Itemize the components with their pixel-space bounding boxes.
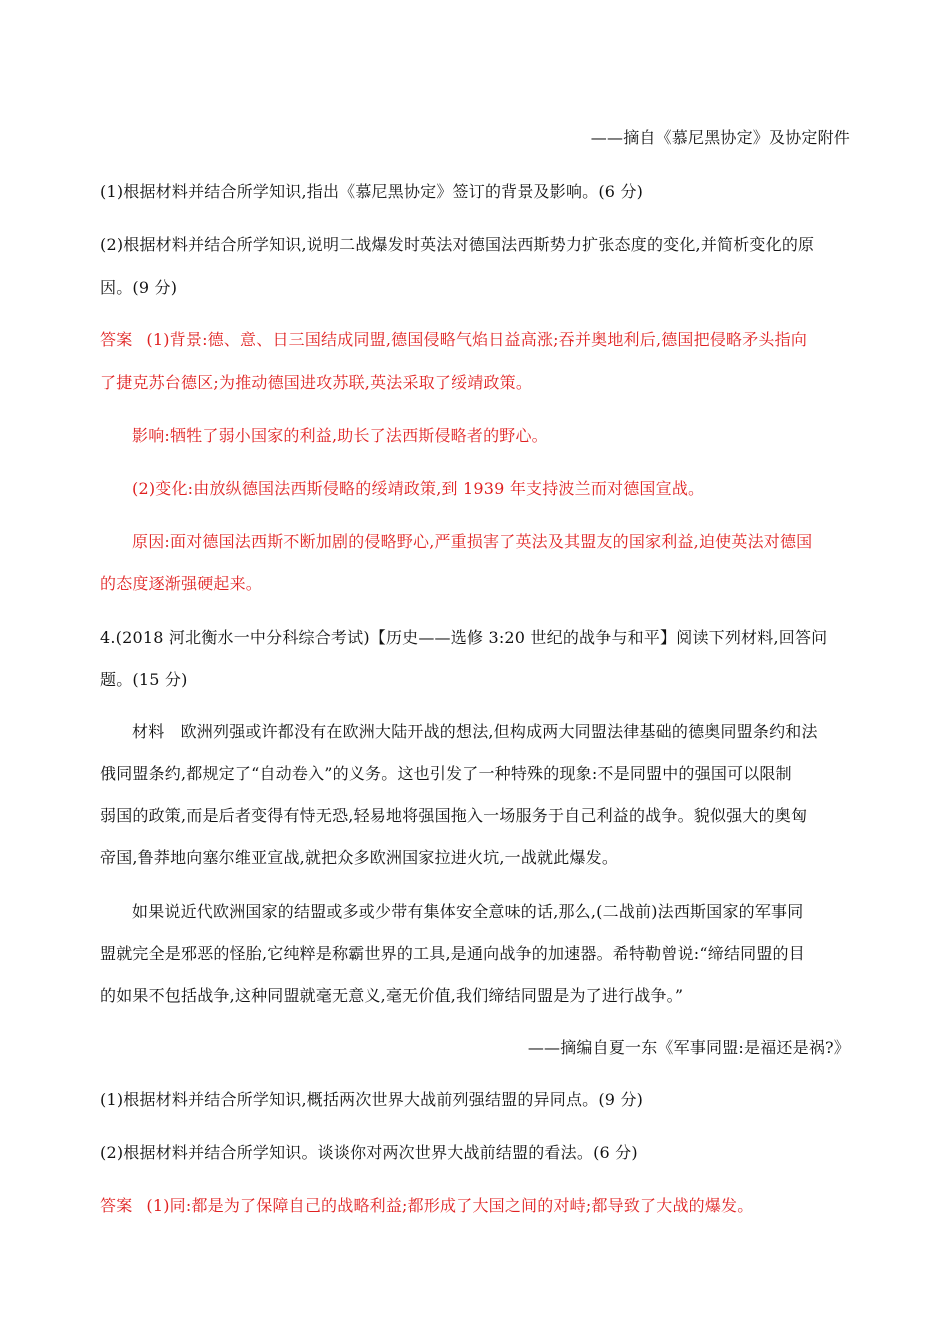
answer-1-line1 — [100, 330, 845, 350]
material-line3: 弱国的政策,而是后者变得有恃无恐,轻易地将强国拖入一场服务于自己利益的战争。貌似强大的奥匈 — [100, 806, 808, 825]
material-line2: 俄同盟条约,都规定了“自动卷入”的义务。这也引发了一种特殊的现象:不是同盟中的强国可以限制 — [100, 764, 792, 783]
answer-1-line2: 了捷克苏台德区;为推动德国进攻苏联,英法采取了绥靖政策。 — [100, 373, 533, 392]
material-line5: 如果说近代欧洲国家的结盟或多或少带有集体安全意味的话,那么,(二战前)法西斯国家的军事同 — [132, 902, 804, 921]
answer-4-1-text: (1)同:都是为了保障自己的战略利益;都形成了大国之间的对峙;都导致了大战的爆发。 — [146, 1196, 754, 1215]
material-line1: 材料 欧洲列强或许都没有在欧洲大陆开战的想法,但构成两大同盟法律基础的德奥同盟条约和法 — [132, 722, 818, 741]
answer-1-impact: 影响:牺牲了弱小国家的利益,助长了法西斯侵略者的野心。 — [132, 426, 548, 445]
material-line6: 盟就完全是邪恶的怪胎,它纯粹是称霸世界的工具,是通向战争的加速器。希特勒曾说:“缔结同盟的目 — [100, 944, 805, 963]
question-1-1: (1)根据材料并结合所学知识,指出《慕尼黑协定》签订的背景及影响。(6 分) — [100, 182, 644, 201]
source-citation-1: ——摘自《慕尼黑协定》及协定附件 — [590, 128, 850, 147]
question-1-2-line1: (2)根据材料并结合所学知识,说明二战爆发时英法对德国法西斯势力扩张态度的变化,并简析变化的原 — [100, 235, 815, 254]
answer-4-1 — [100, 1196, 845, 1216]
answer-2-reason-line2: 的态度逐渐强硬起来。 — [100, 574, 263, 593]
material-line4: 帝国,鲁莽地向塞尔维亚宣战,就把众多欧洲国家拉进火坑,一战就此爆发。 — [100, 848, 619, 867]
question-4-line2: 题。(15 分) — [100, 670, 188, 689]
material-line7: 的如果不包括战争,这种同盟就毫无意义,毫无价值,我们缔结同盟是为了进行战争。” — [100, 986, 684, 1005]
question-1-2-line2: 因。(9 分) — [100, 278, 178, 297]
answer-1-text: (1)背景:德、意、日三国结成同盟,德国侵略气焰日益高涨;吞并奥地利后,德国把侵略矛头指向 — [146, 330, 808, 349]
question-4-2: (2)根据材料并结合所学知识。谈谈你对两次世界大战前结盟的看法。(6 分) — [100, 1143, 638, 1162]
answer-2-change: (2)变化:由放纵德国法西斯侵略的绥靖政策,到 1939 年支持波兰而对德国宣战。 — [132, 479, 705, 498]
source-citation-2: ——摘编自夏一东《军事同盟:是福还是祸?》 — [527, 1038, 850, 1057]
question-4-1: (1)根据材料并结合所学知识,概括两次世界大战前列强结盟的异同点。(9 分) — [100, 1090, 644, 1109]
answer-label: 答案 — [100, 330, 133, 349]
answer-2-reason-line1: 原因:面对德国法西斯不断加剧的侵略野心,严重损害了英法及其盟友的国家利益,迫使英法对德国 — [132, 532, 813, 551]
question-4-line1: 4.(2018 河北衡水一中分科综合考试)【历史——选修 3:20 世纪的战争与和平】阅读下列材料,回答问 — [100, 628, 828, 647]
answer-label: 答案 — [100, 1196, 133, 1215]
